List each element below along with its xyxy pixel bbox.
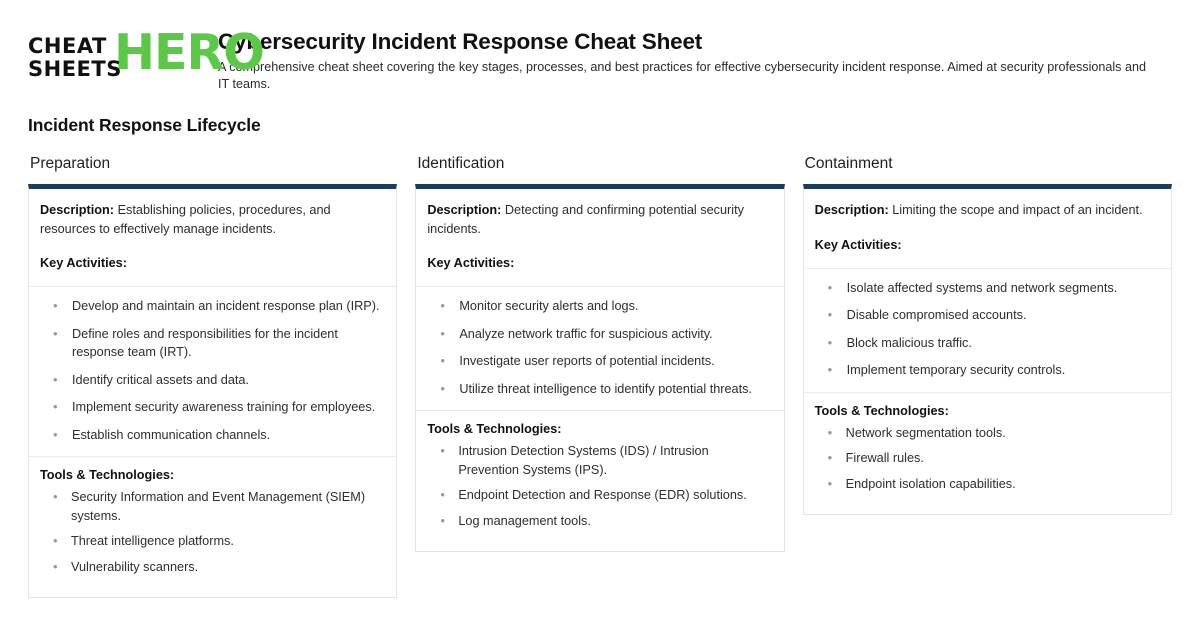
stage-card: [415, 184, 784, 552]
key-activities-label: Key Activities:: [427, 256, 515, 270]
brand-logo: [28, 24, 264, 86]
stage-description: [815, 201, 1160, 220]
tools-block: [416, 411, 783, 551]
header-text-block: [200, 26, 1172, 93]
card-top-block: [804, 189, 1171, 268]
list-item: • Develop and maintain an incident response plan (IRP).: [40, 297, 385, 316]
logo-wordmark-left: [28, 35, 122, 81]
card-top-block: [416, 189, 783, 286]
section-title: Incident Response Lifecycle: [28, 115, 261, 135]
stage-column-identification: [415, 154, 784, 552]
list-item: • Isolate affected systems and network segments.: [815, 279, 1160, 298]
list-item: • Endpoint Detection and Response (EDR) solutions.: [427, 486, 772, 505]
stage-column-containment: [803, 154, 1172, 515]
list-item: • Define roles and responsibilities for the incident response team (IRT).: [40, 325, 385, 362]
logo-line-cheat: CHEAT: [28, 34, 107, 58]
stage-card: [28, 184, 397, 598]
stage-description: [427, 201, 772, 238]
key-activities-list: [815, 279, 1160, 380]
list-item: • Analyze network traffic for suspicious activity.: [427, 325, 772, 344]
page-header: [0, 0, 1200, 93]
description-text: Establishing policies, procedures, and resources to effectively manage incidents.: [40, 203, 331, 236]
logo-word-hero: HERO: [114, 24, 264, 81]
list-item: • Security Information and Event Management (SIEM) systems.: [40, 488, 385, 525]
tools-block: [29, 457, 396, 597]
list-item: • Investigate user reports of potential incidents.: [427, 352, 772, 371]
list-item: • Log management tools.: [427, 512, 772, 531]
description-text: Limiting the scope and impact of an incident.: [892, 203, 1143, 217]
tools-label: Tools & Technologies:: [814, 403, 949, 418]
list-item: • Implement temporary security controls.: [815, 361, 1160, 380]
card-top-block: [29, 189, 396, 286]
tools-label: Tools & Technologies:: [427, 422, 562, 436]
tools-block: [804, 393, 1171, 515]
description-label: Description:: [40, 203, 115, 217]
stage-heading: Containment: [804, 155, 893, 172]
list-item: • Firewall rules.: [815, 449, 1160, 468]
list-item: • Block malicious traffic.: [815, 334, 1160, 353]
key-activities-list: [40, 297, 385, 444]
key-activities-block: [804, 269, 1171, 392]
stage-description: [40, 201, 385, 238]
logo-line-sheets: SHEETS: [28, 57, 122, 81]
key-activities-block: [416, 287, 783, 410]
list-item: • Implement security awareness training for employees.: [40, 398, 385, 417]
list-item: • Monitor security alerts and logs.: [427, 297, 772, 316]
list-item: • Disable compromised accounts.: [815, 306, 1160, 325]
lifecycle-columns: [0, 154, 1200, 598]
key-activities-block: [29, 287, 396, 456]
stage-column-preparation: [28, 154, 397, 598]
list-item: • Intrusion Detection Systems (IDS) / Intrusion Prevention Systems (IPS).: [427, 442, 772, 479]
tools-label: Tools & Technologies:: [40, 468, 175, 482]
stage-card: [803, 184, 1172, 515]
page-title: Cybersecurity Incident Response Cheat Sheet: [218, 29, 703, 54]
description-label: Description:: [427, 203, 502, 217]
key-activities-label: Key Activities:: [814, 237, 902, 252]
description-text: Detecting and confirming potential security incidents.: [427, 203, 744, 236]
key-activities-list: [427, 297, 772, 398]
list-item: • Network segmentation tools.: [815, 424, 1160, 443]
list-item: • Utilize threat intelligence to identify potential threats.: [427, 380, 772, 399]
list-item: • Endpoint isolation capabilities.: [815, 475, 1160, 494]
description-label: Description:: [814, 203, 889, 217]
tools-list: [815, 424, 1160, 494]
list-item: • Threat intelligence platforms.: [40, 532, 385, 551]
stage-heading: Identification: [417, 155, 505, 172]
list-item: • Vulnerability scanners.: [40, 558, 385, 577]
list-item: • Identify critical assets and data.: [40, 371, 385, 390]
tools-list: [427, 442, 772, 530]
page-subtitle: A comprehensive cheat sheet covering the key stages, processes, and best practices for effective cybersecurity incident response. Aimed at security professionals and IT teams.: [218, 60, 1146, 91]
list-item: • Establish communication channels.: [40, 426, 385, 445]
stage-heading: Preparation: [30, 155, 111, 172]
key-activities-label: Key Activities:: [40, 256, 127, 270]
tools-list: [40, 488, 385, 576]
